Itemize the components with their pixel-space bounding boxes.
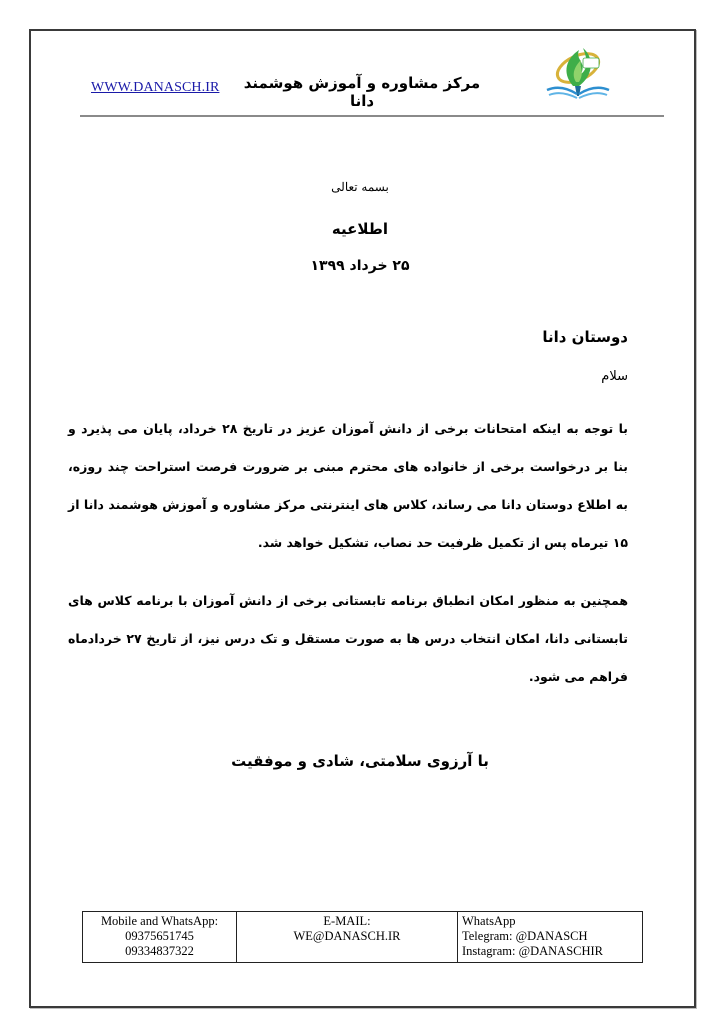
header-divider — [80, 115, 664, 117]
basmala: بسمه تعالی — [331, 180, 389, 194]
addressee: دوستان دانا — [542, 328, 628, 346]
contact-table — [82, 911, 643, 963]
email-label: E-MAIL: — [323, 914, 371, 928]
contact-row — [83, 912, 643, 963]
logo-book-left-2 — [549, 93, 577, 98]
email-cell — [237, 912, 458, 963]
notice-title: اطلاعیه — [331, 220, 389, 238]
whatsapp-label: WhatsApp — [462, 914, 516, 928]
website-link[interactable]: WWW.DANASCH.IR — [91, 80, 220, 95]
email-address[interactable]: WE@DANASCH.IR — [293, 929, 401, 943]
paragraph-1: با توجه به اینکه امتحانات برخی از دانش آموزان عزیز در تاریخ ۲۸ خرداد، پایان می پذیرد و بنا بر درخواست برخی از خانواده های محترم مبنی بر ضرورت فرصت استراحت چند روزه، به اطلاع دوستان دانا می رساند، کلاس های اینترنتی مرکز مشاوره و آموزش هوشمند دانا از ۱۵ تیرماه پس از تکمیل ظرفیت حد نصاب، تشکیل خواهد شد. — [68, 421, 628, 550]
letterhead — [80, 60, 664, 116]
mobile-number-1[interactable]: 09375651745 — [125, 929, 194, 943]
paragraph-2: همچنین به منظور امکان انطباق برنامه تابستانی برخی از دانش آموزان با برنامه کلاس های تابستانی دانا، امکان انتخاب درس ها به صورت مستقل و تک درس نیز، از تاریخ ۲۷ خردادماه فراهم می شود. — [68, 593, 628, 684]
greeting: سلام — [601, 369, 628, 384]
mobile-number-2[interactable]: 09334837322 — [125, 944, 194, 958]
notice-date: ۲۵ خرداد ۱۳۹۹ — [310, 258, 410, 274]
social-cell — [458, 912, 643, 963]
mobile-label: Mobile and WhatsApp: — [100, 914, 219, 928]
mobile-cell — [83, 912, 237, 963]
book-flame-logo-icon — [543, 28, 613, 108]
organization-name: مرکز مشاوره و آموزش هوشمند دانا — [243, 74, 481, 110]
logo-book-right-2 — [579, 93, 607, 98]
logo-badge — [583, 58, 599, 68]
closing-wishes: با آرزوی سلامتی، شادی و موفقیت — [231, 752, 489, 770]
instagram-handle[interactable]: Instagram: @DANASCHIR — [462, 944, 604, 958]
telegram-handle[interactable]: Telegram: @DANASCH — [462, 929, 588, 943]
